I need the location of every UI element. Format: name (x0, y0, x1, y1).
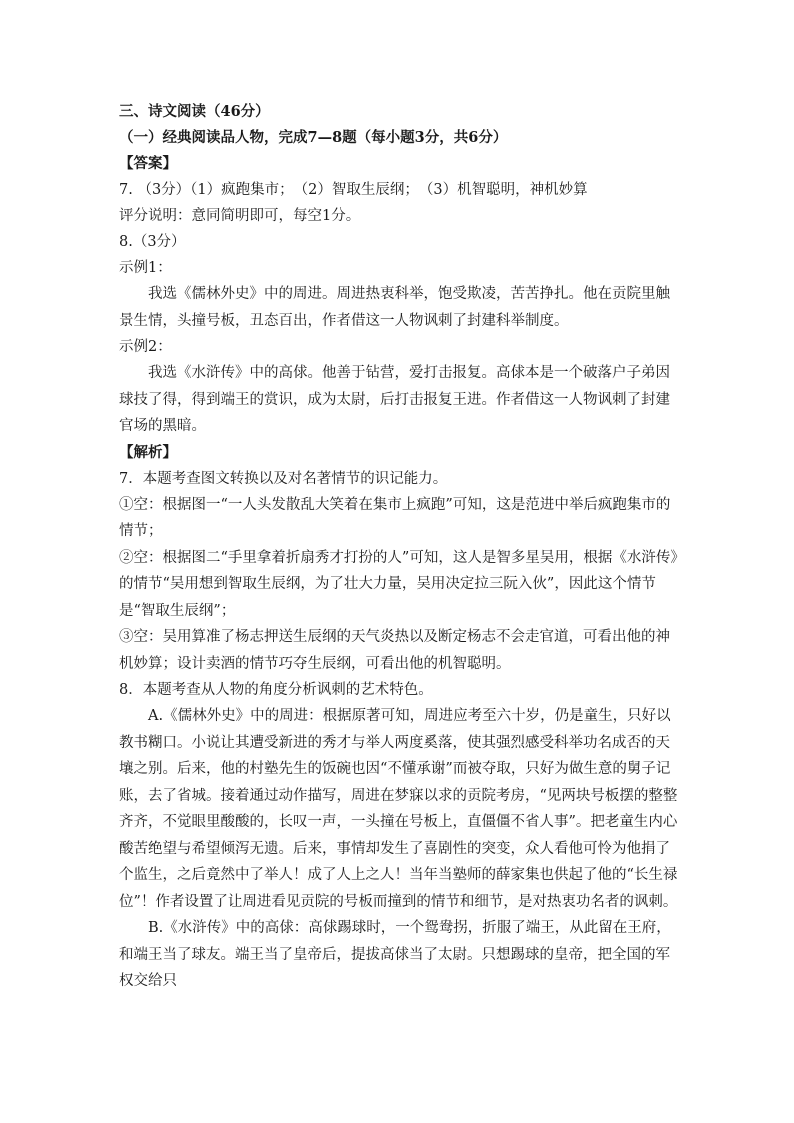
section-title: 三、诗文阅读（46分） (119, 103, 270, 120)
answer-header: 【答案】 (119, 155, 177, 172)
subsection-title: （一）经典阅读品人物，完成7—8题（每小题3分，共6分） (119, 129, 508, 146)
analysis-header: 【解析】 (119, 443, 177, 461)
analysis-b-paragraph: B.《水浒传》中的高俅：高俅踢球时，一个鸳鸯拐，折服了端王，从此留在王府，和端王当了球友。端王当了皇帝后，提拔高俅当了太尉。只想踢球的皇帝，把全国的军权交给只 (119, 920, 671, 989)
example1-label: 示例1： (119, 260, 172, 276)
analysis-blank-3: ③空：吴用算准了杨志押送生辰纲的天气炎热以及断定杨志不会走官道，可看出他的神机妙算；设计卖酒的情节巧夺生辰纲，可看出他的机智聪明。 (119, 629, 670, 672)
q7-answer: 7. （3分）（1）疯跑集市； （2）智取生辰纲； （3）机智聪明，神机妙算 (119, 182, 588, 198)
analysis-blank-1: ①空：根据图一“一人头发散乱大笑着在集市上疯跑”可知，这是范进中举后疯跑集市的情节； (119, 496, 671, 539)
example1-text: 我选《儒林外史》中的周进。周进热衷科举，饱受欺凌，苦苦挣扎。他在贡院里触景生情，头撞号板，丑态百出，作者借这一人物讽刺了封建科举制度。 (119, 286, 670, 329)
q8-answer: 8.（3分） (119, 234, 186, 250)
example2-text: 我选《水浒传》中的高俅。他善于钻营，爱打击报复。高俅本是一个破落户子弟因球技了得，得到端王的赏识，成为太尉，后打击报复王进。作者借这一人物讽刺了封建官场的黑暗。 (119, 365, 670, 434)
example2-label: 示例2： (119, 339, 172, 355)
analysis-q7-intro: 7．本题考查图文转换以及对名著情节的识记能力。 (119, 470, 448, 487)
analysis-blank-2: ②空：根据图二“手里拿着折扇秀才打扮的人”可知，这人是智多星吴用，根据《水浒传》的情节“吴用想到智取生辰纲，为了壮大力量，吴用决定拉三阮入伙”，因此这个情节是“智取生辰纲”； (119, 549, 678, 619)
q7-grading-note: 评分说明：意同简明即可，每空1分。 (119, 208, 361, 224)
analysis-a-paragraph: A.《儒林外史》中的周进：根据原著可知，周进应考至六十岁，仍是童生，只好以教书糊口。小说让其遭受新进的秀才与举人两度奚落，使其强烈感受科举功名成否的天壤之别。后来，他的村塾先生的饭碗也因“不懂承谢”而被夺取，只好为做生意的舅子记账，去了省城。接着通过动作描写，周进在梦寐以求的贡院考房，“见两块号板摆的整整齐齐，不觉眼里酸酸的，长叹一声，一头撞在号板上，直僵僵不省人事”。把老童生内心酸苦绝望与希望倾泻无遗。后来，事情却发生了喜剧性的突变，众人看他可怜为他捐了个监生，之后竟然中了举人！成了人上之人！当年当塾师的薛家集也供起了他的“长生禄位”！作者设置了让周进看见贡院的号板而撞到的情节和细节，是对热衷功名者的讽刺。 (119, 708, 678, 910)
analysis-q8-intro: 8．本题考查从人物的角度分析讽刺的艺术特色。 (119, 682, 433, 698)
